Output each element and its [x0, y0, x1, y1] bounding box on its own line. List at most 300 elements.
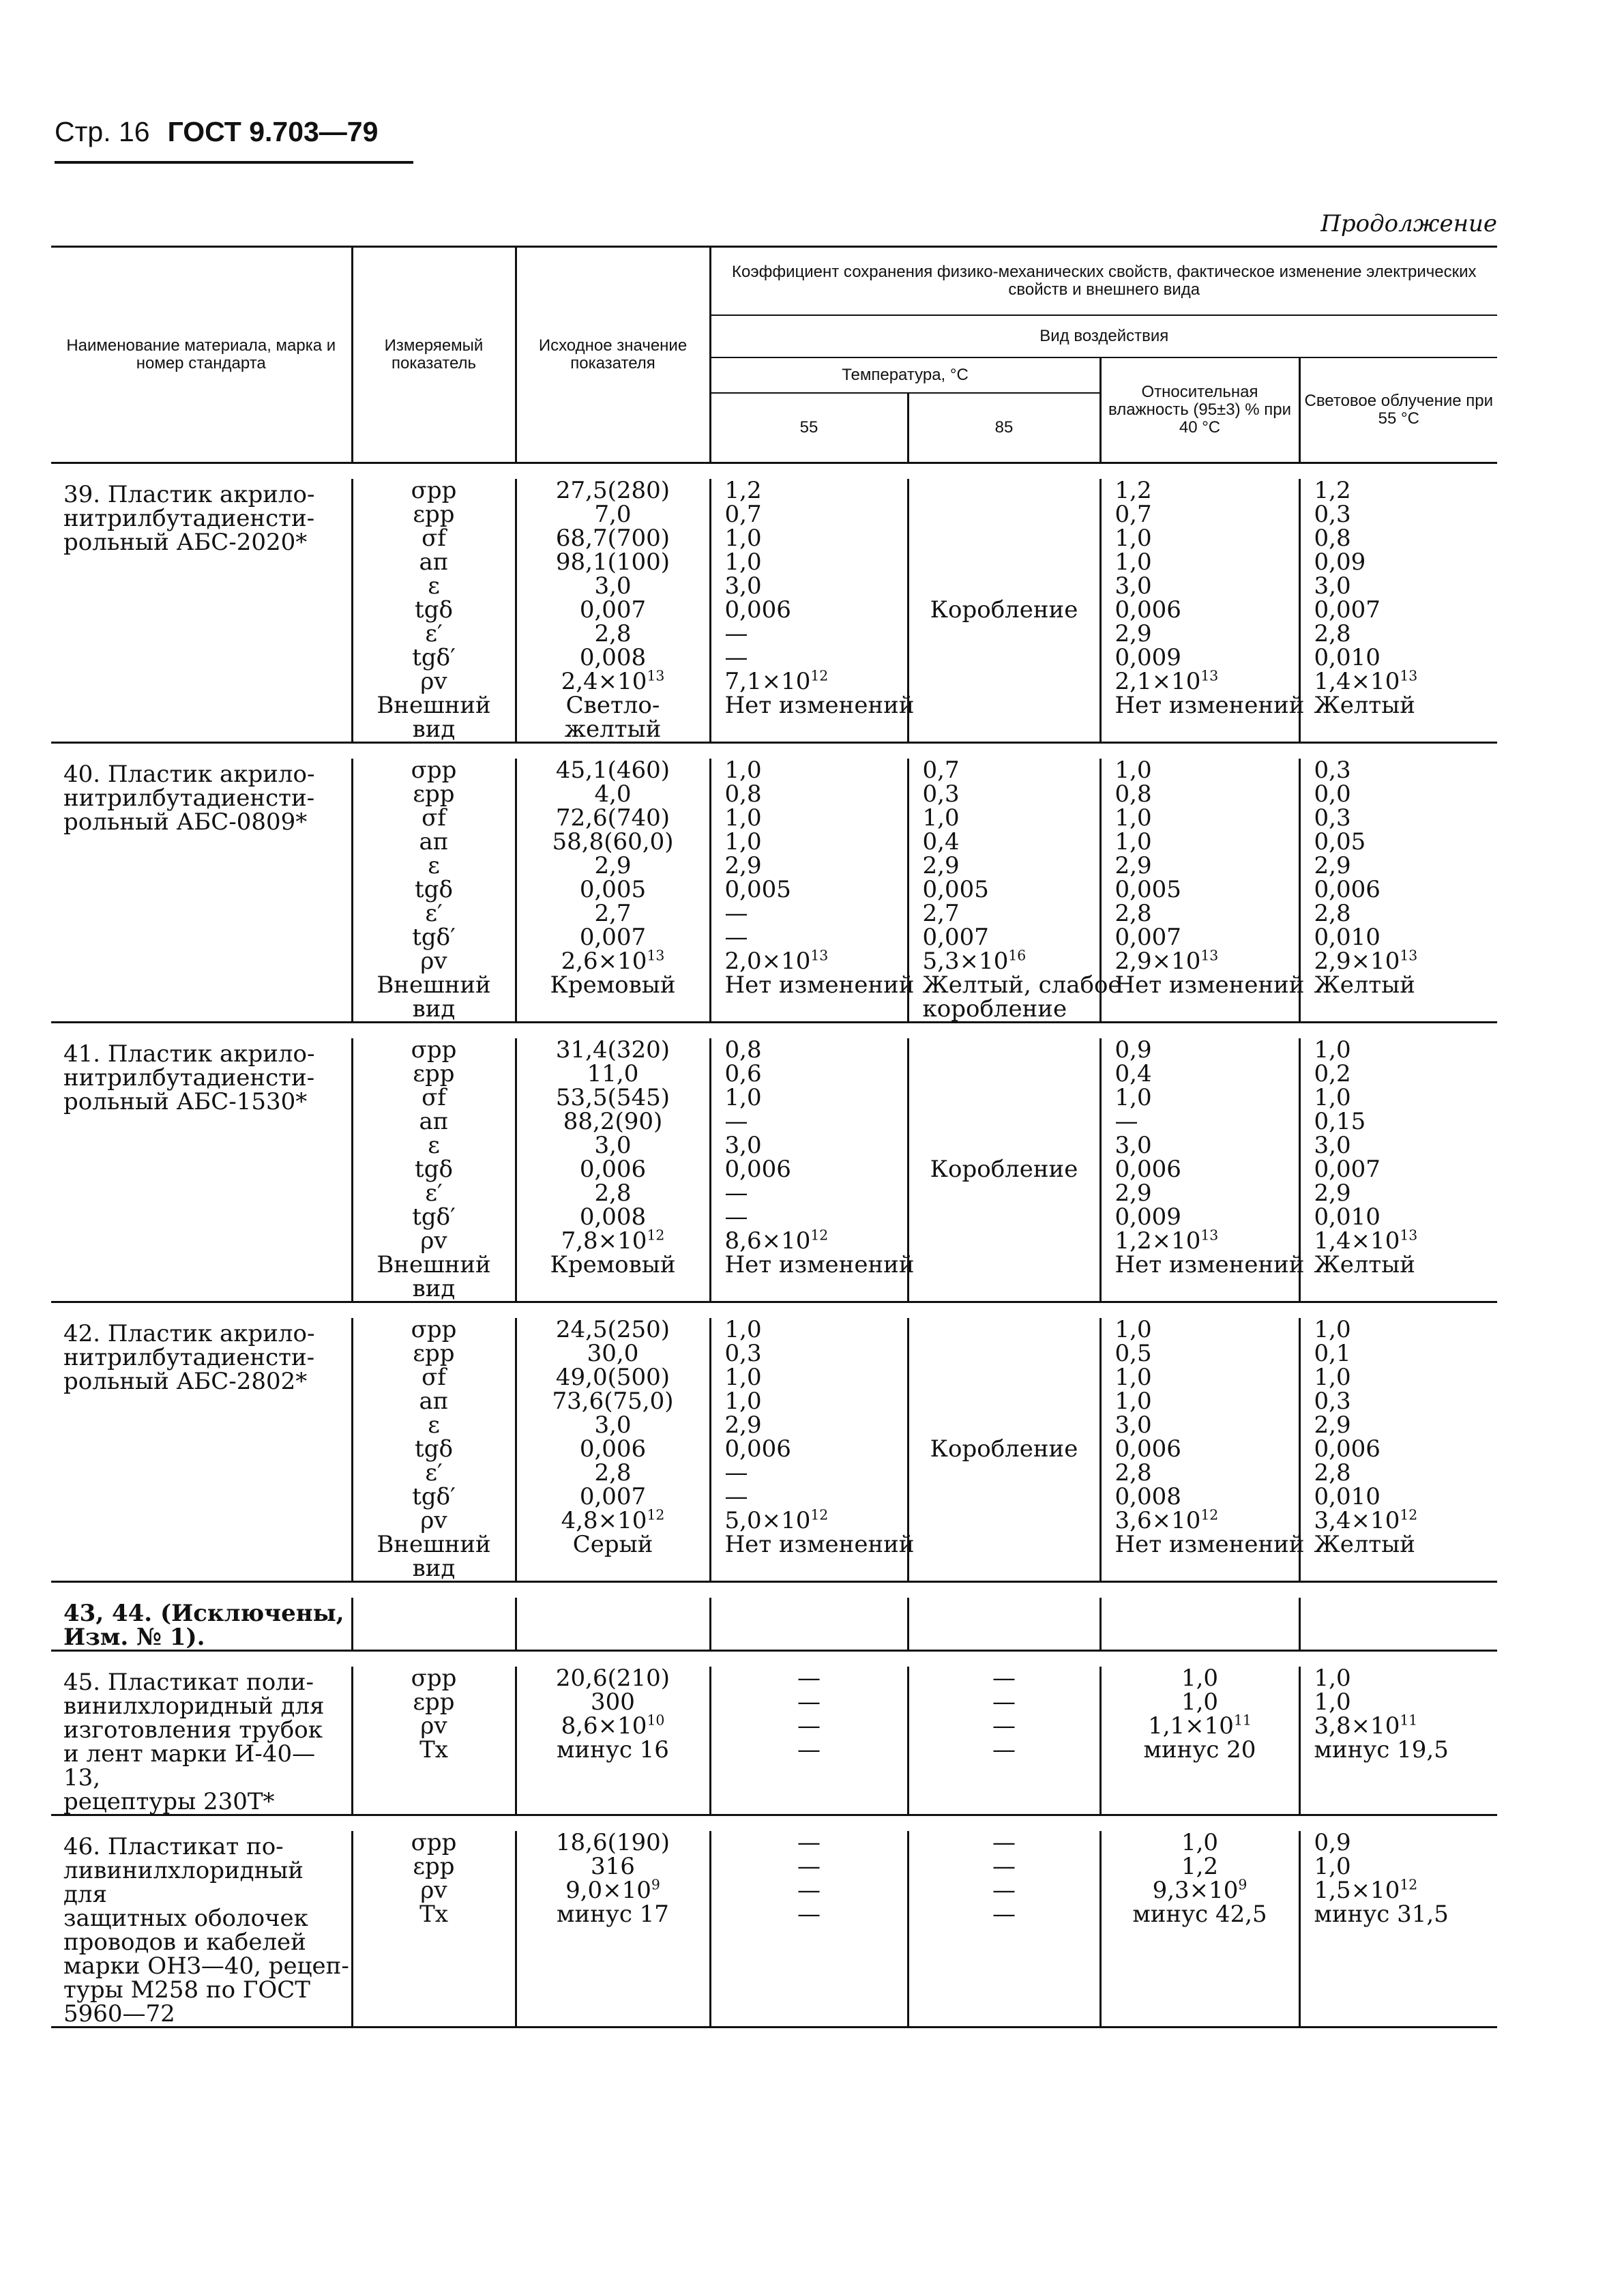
cell-value: 2,8: [594, 1459, 632, 1487]
cell-value: 20,6(210): [555, 1665, 670, 1692]
cell-value: $2,9\times 10^{13}$: [1314, 947, 1418, 975]
cell-value: 3,0: [1114, 1411, 1152, 1439]
cell-value: Tх: [419, 1736, 448, 1763]
cell-value: 0,4: [1114, 1060, 1152, 1087]
cell-value: минус 31,5: [1314, 1901, 1449, 1928]
cell-value: коробление: [922, 995, 1067, 1023]
cell-value: 73,6(75,0): [552, 1388, 674, 1415]
initial-value-cell: [516, 1667, 710, 1815]
cell-value: [711, 997, 907, 1021]
cell-value: 0,006: [579, 1156, 647, 1183]
humidity-cell: [1100, 1316, 1305, 1582]
cell-value: [1301, 1277, 1498, 1301]
cell-value: 2,7: [922, 900, 960, 927]
cell-value: σрр: [411, 1665, 457, 1692]
temp-85-cell: [908, 1318, 1100, 1582]
spacer-cell: [51, 743, 352, 759]
cell-value: 1,0: [1314, 1036, 1351, 1064]
cell-value: [1102, 1277, 1299, 1301]
light-cell: [1299, 759, 1497, 1023]
table-row: [51, 1667, 1497, 1815]
cell-value: 11,0: [587, 1060, 639, 1087]
cell-value: ε′: [425, 1180, 443, 1207]
cell-value: 0,9: [1114, 1036, 1152, 1064]
cell-value: Нет изменений: [724, 692, 915, 719]
warping-note: Коробление: [930, 1156, 1078, 1183]
spacer-cell: [908, 1023, 1100, 1039]
cell-value: 45,1(460): [555, 757, 670, 784]
cell-value: 0,5: [1114, 1340, 1152, 1367]
cell-value: 2,8: [1114, 900, 1152, 927]
material-name: [51, 759, 352, 1023]
cell-value: 1,0: [1114, 757, 1152, 784]
cell-value: εрр: [413, 1688, 455, 1716]
excluded-row: [51, 1598, 1497, 1651]
cell-value: 3,0: [594, 572, 632, 600]
cell-value: 24,5(250): [555, 1316, 670, 1343]
table-row: [51, 1318, 1497, 1582]
temp-85-cell: [908, 479, 1100, 743]
cell-value: Нет изменений: [724, 1251, 915, 1278]
warping-note: Коробление: [930, 1435, 1078, 1463]
spacer-cell: [516, 1582, 710, 1598]
cell-value: Кремовый: [550, 971, 676, 999]
header-humidity: Относительная влажность (95±3) % при 40 °С: [1100, 357, 1299, 463]
cell-value: $1,4\times 10^{13}$: [1314, 667, 1418, 695]
cell-value: 0,006: [579, 1435, 647, 1463]
cell-value: 4,0: [594, 780, 632, 808]
initial-value-cell: [516, 759, 710, 1023]
cell-value: 0,3: [724, 1340, 762, 1367]
cell-value: —: [724, 644, 748, 671]
material-name: [51, 1667, 352, 1815]
cell-value: 1,0: [1314, 1084, 1351, 1111]
cell-value: 0,006: [724, 1156, 791, 1183]
material-name-text: 40. Пластик акрило- нитрилбутадиенсти- рольный АБС-0809*: [63, 761, 315, 836]
cell-value: aп: [419, 828, 449, 855]
cell-value: 1,0: [1314, 1688, 1351, 1716]
row-spacer: [51, 1302, 1497, 1319]
cell-value: 58,8(60,0): [552, 828, 674, 855]
cell-value: 0,006: [1114, 1435, 1181, 1463]
cell-value: —: [797, 1712, 821, 1740]
cell-value: ε: [428, 1411, 440, 1439]
row-spacer: [51, 1651, 1497, 1667]
table-row: [51, 1038, 1497, 1302]
cell-value: 0,007: [579, 924, 647, 951]
cell-value: 1,0: [724, 1084, 762, 1111]
row-spacer: [51, 1815, 1497, 1832]
cell-value: [1102, 1557, 1299, 1581]
cell-value: 0,3: [1314, 1388, 1351, 1415]
cell-value: 3,0: [594, 1132, 632, 1159]
parameter-cell: [352, 1831, 516, 2028]
cell-value: 0,7: [922, 757, 960, 784]
cell-value: Желтый, слабое: [922, 971, 1122, 999]
cell-value: ρv: [420, 1507, 447, 1534]
cell-value: 0,09: [1314, 548, 1366, 576]
cell-value: Серый: [572, 1531, 653, 1558]
cell-value: Tх: [419, 1901, 448, 1928]
cell-value: [517, 1557, 709, 1581]
cell-value: 1,0: [1114, 1084, 1152, 1111]
cell-value: tgδ: [415, 596, 453, 624]
cell-value: $4,8\times 10^{12}$: [561, 1506, 665, 1534]
cell-value: —: [992, 1853, 1016, 1880]
cell-value: εрр: [413, 1060, 455, 1087]
cell-value: 2,8: [594, 620, 632, 647]
header-rule: [55, 161, 413, 164]
cell-value: вид: [412, 1555, 456, 1582]
cell-value: $8,6\times 10^{10}$: [561, 1712, 665, 1740]
cell-value: 0,7: [1114, 501, 1152, 528]
cell-value: 1,0: [724, 1364, 762, 1391]
cell-value: 2,9: [594, 852, 632, 879]
cell-value: $2,0\times 10^{13}$: [724, 947, 829, 975]
cell-value: 0,8: [1314, 525, 1351, 552]
cell-value: 18,6(190): [555, 1829, 670, 1856]
cell-value: aп: [419, 548, 449, 576]
table-header: [51, 247, 1497, 463]
cell-value: [517, 997, 709, 1021]
cell-value: σрр: [411, 1036, 457, 1064]
humidity-cell: [1100, 477, 1305, 743]
spacer-cell: [51, 1815, 352, 1832]
cell-value: 2,9: [922, 852, 960, 879]
cell-value: 3,0: [1114, 572, 1152, 600]
cell-value: Желтый: [1314, 1251, 1415, 1278]
light-cell: [1299, 1831, 1497, 2028]
header-exposure: Вид воздействия: [710, 315, 1497, 357]
cell-value: tgδ′: [412, 644, 456, 671]
cell-value: Нет изменений: [1114, 692, 1305, 719]
cell-value: ε′: [425, 900, 443, 927]
cell-value: Внешний: [377, 1531, 491, 1558]
spacer-cell: [51, 463, 352, 480]
row-spacer: [51, 1023, 1497, 1039]
cell-value: 0,008: [579, 644, 647, 671]
cell-value: $9,3\times 10^9$: [1152, 1876, 1247, 1904]
cell-value: 1,0: [1114, 804, 1152, 832]
temp-85-cell: [908, 1667, 1100, 1815]
cell-value: —: [797, 1688, 821, 1716]
cell-value: [1301, 997, 1498, 1021]
cell-value: вид: [412, 995, 456, 1023]
cell-value: 0,2: [1314, 1060, 1351, 1087]
material-name-text: 45. Пластикат поли- винилхлоридный для изготовления трубок и лент марки И-40—13, рецептуры 230Т*: [63, 1669, 325, 1815]
cell-value: 2,9: [1314, 1411, 1351, 1439]
cell-value: ε′: [425, 1459, 443, 1487]
cell-value: 0,007: [579, 1483, 647, 1510]
cell-value: σрр: [411, 477, 457, 504]
cell-value: 0,007: [922, 924, 989, 951]
cell-value: 2,7: [594, 900, 632, 927]
cell-value: 2,9: [724, 852, 762, 879]
header-temp-55: 55: [710, 393, 908, 463]
cell-value: $3,6\times 10^{12}$: [1114, 1506, 1219, 1534]
cell-value: [517, 1277, 709, 1301]
empty-cell: [1100, 1598, 1299, 1651]
cell-value: 1,0: [724, 548, 762, 576]
cell-value: минус 17: [557, 1901, 669, 1928]
header-parameter: Измеряемый показатель: [352, 247, 516, 463]
cell-value: 1,0: [724, 757, 762, 784]
cell-value: 0,007: [1314, 596, 1381, 624]
cell-value: Желтый: [1314, 971, 1415, 999]
continuation-label: Продолжение: [1320, 210, 1497, 237]
cell-value: σрр: [411, 757, 457, 784]
cell-value: минус 16: [557, 1736, 669, 1763]
properties-table: [51, 246, 1497, 2028]
cell-value: 0,010: [1314, 1483, 1381, 1510]
material-name: [51, 479, 352, 743]
cell-value: —: [992, 1877, 1016, 1904]
cell-value: ε′: [425, 620, 443, 647]
spacer-cell: [352, 1582, 516, 1598]
parameter-cell: [352, 759, 516, 1023]
cell-value: [711, 1277, 907, 1301]
cell-value: tgδ′: [412, 1483, 456, 1510]
temp-55-cell: [710, 477, 915, 743]
cell-value: Нет изменений: [1114, 971, 1305, 999]
spacer-cell: [51, 1582, 352, 1598]
cell-value: 1,0: [1114, 548, 1152, 576]
cell-value: 2,8: [1114, 1459, 1152, 1487]
cell-value: $1,2\times 10^{13}$: [1114, 1227, 1219, 1255]
material-name: [51, 1831, 352, 2028]
cell-value: 1,0: [724, 525, 762, 552]
cell-value: 1,0: [1114, 1316, 1152, 1343]
parameter-cell: [352, 1038, 516, 1302]
cell-value: 2,9: [1114, 852, 1152, 879]
spacer-cell: [908, 463, 1100, 480]
cell-value: —: [797, 1736, 821, 1763]
cell-value: 0,3: [1314, 501, 1351, 528]
cell-value: 1,0: [1314, 1316, 1351, 1343]
parameter-cell: [352, 479, 516, 743]
cell-value: $2,9\times 10^{13}$: [1114, 947, 1219, 975]
cell-value: 0,8: [724, 1036, 762, 1064]
cell-value: σf: [422, 525, 446, 552]
empty-cell: [352, 1598, 516, 1651]
cell-value: $3,8\times 10^{11}$: [1314, 1712, 1418, 1740]
spacer-cell: [51, 1302, 352, 1319]
row-spacer: [51, 743, 1497, 759]
cell-value: tgδ: [415, 876, 453, 903]
cell-value: 0,007: [1114, 924, 1181, 951]
cell-value: 2,8: [1314, 900, 1351, 927]
header-temperature: Температура, °С: [710, 357, 1100, 393]
cell-value: желтый: [564, 716, 662, 743]
cell-value: —: [724, 1203, 748, 1231]
header-light: Световое облучение при 55 °С: [1299, 357, 1497, 463]
cell-value: 0,010: [1314, 924, 1381, 951]
cell-value: 27,5(280): [555, 477, 670, 504]
cell-value: 3,0: [1314, 572, 1351, 600]
cell-value: $2,1\times 10^{13}$: [1114, 667, 1219, 695]
empty-cell: [710, 1598, 908, 1651]
cell-value: —: [992, 1665, 1016, 1692]
cell-value: $1,5\times 10^{12}$: [1314, 1876, 1418, 1904]
temp-85-cell: [908, 1831, 1100, 2028]
cell-value: 0,010: [1314, 644, 1381, 671]
cell-value: 1,0: [1114, 1388, 1152, 1415]
cell-value: 2,8: [1314, 1459, 1351, 1487]
cell-value: 1,0: [922, 804, 960, 832]
cell-value: 72,6(740): [555, 804, 670, 832]
humidity-cell: [1100, 1831, 1299, 2028]
cell-value: σf: [422, 1364, 446, 1391]
cell-value: 316: [591, 1853, 635, 1880]
cell-value: 1,0: [1114, 525, 1152, 552]
cell-value: 0,7: [724, 501, 762, 528]
cell-value: 0,005: [922, 876, 989, 903]
spacer-cell: [1299, 1582, 1497, 1598]
temp-85-cell: [908, 1038, 1100, 1302]
cell-value: 1,0: [1114, 1364, 1152, 1391]
cell-value: 0,009: [1114, 644, 1181, 671]
initial-value-cell: [516, 1318, 710, 1582]
cell-value: ρv: [420, 1712, 447, 1740]
cell-value: Внешний: [377, 971, 491, 999]
table-row: [51, 759, 1497, 1023]
cell-value: tgδ′: [412, 924, 456, 951]
cell-value: 0,007: [1314, 1156, 1381, 1183]
cell-value: 0,006: [724, 596, 791, 624]
cell-value: 2,8: [594, 1180, 632, 1207]
light-cell: [1299, 1667, 1497, 1815]
cell-value: 0,009: [1114, 1203, 1181, 1231]
humidity-cell: [1100, 1036, 1305, 1302]
cell-value: 1,2: [724, 477, 762, 504]
cell-value: 0,006: [1314, 1435, 1381, 1463]
cell-value: $2,6\times 10^{13}$: [561, 947, 665, 975]
temp-55-cell: [710, 1036, 915, 1302]
cell-value: $5,0\times 10^{12}$: [724, 1506, 829, 1534]
cell-value: 0,8: [1114, 780, 1152, 808]
cell-value: 2,9: [724, 1411, 762, 1439]
cell-value: 0,006: [1114, 1156, 1181, 1183]
cell-value: tgδ: [415, 1156, 453, 1183]
cell-value: —: [797, 1829, 821, 1856]
cell-value: —: [724, 1483, 748, 1510]
cell-value: ε: [428, 572, 440, 600]
cell-value: εрр: [413, 1340, 455, 1367]
cell-value: $1,1\times 10^{11}$: [1148, 1712, 1252, 1740]
cell-value: [1102, 718, 1299, 742]
cell-value: [711, 718, 907, 742]
spacer-cell: [1100, 1582, 1299, 1598]
cell-value: 30,0: [587, 1340, 639, 1367]
cell-value: ε: [428, 852, 440, 879]
material-name: [51, 1038, 352, 1302]
cell-value: 0,3: [1314, 757, 1351, 784]
cell-value: 53,5(545): [555, 1084, 670, 1111]
cell-value: 3,0: [1114, 1132, 1152, 1159]
empty-cell: [908, 1598, 1100, 1651]
cell-value: 0,4: [922, 828, 960, 855]
temp-55-cell: [710, 1667, 908, 1815]
cell-value: минус 20: [1143, 1736, 1256, 1763]
page-number: Стр. 16: [55, 116, 150, 147]
cell-value: —: [724, 1180, 748, 1207]
cell-value: —: [724, 900, 748, 927]
cell-value: Кремовый: [550, 1251, 676, 1278]
cell-value: tgδ: [415, 1435, 453, 1463]
cell-value: 2,8: [1314, 620, 1351, 647]
material-name-text: 41. Пластик акрило- нитрилбутадиенсти- рольный АБС-1530*: [63, 1040, 315, 1115]
cell-value: —: [724, 1108, 748, 1135]
cell-value: 3,0: [1314, 1132, 1351, 1159]
cell-value: —: [797, 1665, 821, 1692]
cell-value: вид: [412, 1275, 456, 1302]
temp-55-cell: [710, 1831, 908, 2028]
material-name: [51, 1318, 352, 1582]
cell-value: 0,0: [1314, 780, 1351, 808]
row-spacer: [51, 1582, 1497, 1598]
cell-value: 0,006: [724, 1435, 791, 1463]
cell-value: Нет изменений: [724, 971, 915, 999]
cell-value: 31,4(320): [555, 1036, 670, 1064]
cell-value: tgδ′: [412, 1203, 456, 1231]
light-cell: [1299, 479, 1497, 743]
cell-value: ε: [428, 1132, 440, 1159]
cell-value: 0,008: [579, 1203, 647, 1231]
temp-55-cell: [710, 757, 915, 1023]
humidity-cell: [1100, 1667, 1299, 1815]
cell-value: 1,0: [1114, 828, 1152, 855]
cell-value: 0,6: [724, 1060, 762, 1087]
table-body: [51, 463, 1497, 2028]
cell-value: ρv: [420, 1227, 447, 1255]
material-name-text: 39. Пластик акрило- нитрилбутадиенсти- рольный АБС-2020*: [63, 481, 315, 556]
cell-value: —: [992, 1736, 1016, 1763]
material-name-text: 46. Пластикат по- ливинилхлоридный для защитных оболочек проводов и кабелей марки ОНЗ—40, рецеп- туры М258 по ГОСТ 5960—72: [63, 1833, 349, 2028]
cell-value: 0,006: [1114, 596, 1181, 624]
parameter-cell: [352, 1667, 516, 1815]
cell-value: 1,0: [1181, 1688, 1219, 1716]
cell-value: 1,0: [724, 804, 762, 832]
cell-value: εрр: [413, 501, 455, 528]
cell-value: Нет изменений: [724, 1531, 915, 1558]
cell-value: 3,0: [724, 1132, 762, 1159]
cell-value: $9,0\times 10^9$: [565, 1876, 660, 1904]
cell-value: минус 42,5: [1132, 1901, 1267, 1928]
cell-value: Светло-: [565, 692, 660, 719]
cell-value: 300: [591, 1688, 635, 1716]
cell-value: 2,9: [1314, 852, 1351, 879]
document-designation: ГОСТ 9.703—79: [167, 116, 379, 147]
temp-85-cell: [908, 757, 1122, 1023]
cell-value: вид: [412, 716, 456, 743]
cell-value: —: [797, 1877, 821, 1904]
cell-value: 0,008: [1114, 1483, 1181, 1510]
initial-value-cell: [516, 1831, 710, 2028]
warping-note: Коробление: [930, 596, 1078, 624]
cell-value: —: [724, 1459, 748, 1487]
cell-value: 0,005: [579, 876, 647, 903]
cell-value: 0,005: [1114, 876, 1181, 903]
cell-value: —: [1114, 1108, 1138, 1135]
initial-value-cell: [516, 1038, 710, 1302]
spacer-cell: [908, 1302, 1100, 1319]
cell-value: 1,2: [1114, 477, 1152, 504]
cell-value: 0,15: [1314, 1108, 1366, 1135]
cell-value: εрр: [413, 780, 455, 808]
empty-cell: [1299, 1598, 1497, 1651]
cell-value: —: [992, 1829, 1016, 1856]
cell-value: —: [992, 1712, 1016, 1740]
